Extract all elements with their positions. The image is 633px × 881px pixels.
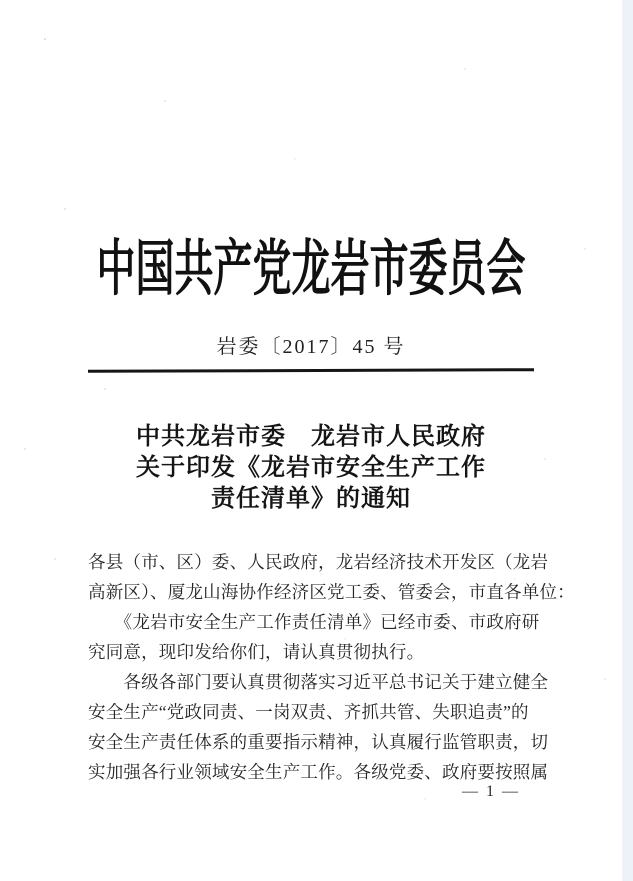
body-line-8: 实加强各行业领域安全生产工作。各级党委、政府要按照属 [88, 762, 549, 782]
notice-title [0, 422, 622, 515]
body-line-3: 《龙岩市安全生产工作责任清单》已经市委、市政府研 [88, 612, 540, 632]
letterhead-separator-rule [88, 368, 534, 373]
notice-body [88, 547, 575, 787]
body-line-5: 各级各部门要认真贯彻落实习近平总书记关于建立健全 [88, 672, 549, 692]
body-line-6: 安全生产“党政同责、一岗双责、齐抓共管、失职追责”的 [88, 702, 529, 722]
notice-title-line-2: 关于印发《龙岩市安全生产工作 [136, 455, 486, 481]
page-number: — 1 — [462, 783, 520, 800]
body-line-7: 安全生产责任体系的重要指示精神，认真履行监管职责，切 [88, 732, 549, 752]
scan-edge-strip [622, 0, 633, 881]
letterhead-title: 中国共产党龙岩市委员会 [96, 236, 526, 304]
notice-title-line-1: 中共龙岩市委 龙岩市人民政府 [136, 424, 486, 450]
notice-title-line-3: 责任清单》的通知 [211, 486, 411, 512]
document-number: 岩委〔2017〕45 号 [216, 336, 406, 358]
body-line-2: 高新区）、厦龙山海协作经济区党工委、管委会，市直各单位： [88, 582, 575, 602]
body-line-1: 各县（市、区）委、人民政府，龙岩经济技术开发区（龙岩 [88, 552, 549, 572]
body-line-4: 究同意，现印发给你们，请认真贯彻执行。 [88, 642, 425, 662]
